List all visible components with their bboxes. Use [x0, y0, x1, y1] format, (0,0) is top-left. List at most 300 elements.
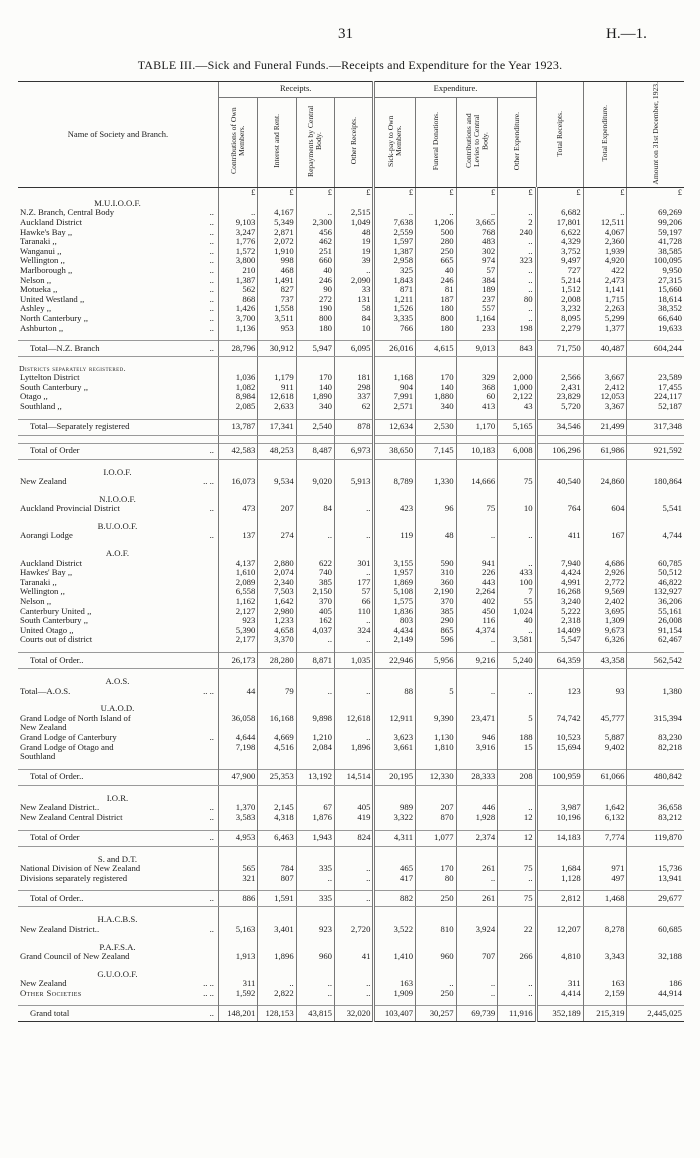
cell-value: 2 [498, 218, 536, 228]
table-row [18, 559, 684, 569]
cell-value: 7,940 [536, 559, 583, 569]
cell-value: 14,183 [536, 830, 583, 846]
cell-value: 25,353 [258, 769, 296, 785]
branch-name [18, 597, 218, 607]
leader-dots: .. [209, 237, 214, 247]
cell-value: 7,145 [416, 443, 457, 459]
cell-value: 162 [296, 616, 334, 626]
branch-label: Southland ,, [20, 401, 62, 411]
cell-value [335, 752, 374, 762]
cell-value: 325 [374, 266, 416, 276]
leader-dots: .. .. [203, 477, 214, 487]
cell-value: 224,117 [627, 392, 684, 402]
cell-value: 43,358 [583, 653, 627, 669]
cell-value: 5 [416, 687, 457, 697]
cell-value: 2,412 [583, 383, 627, 393]
cell-value: 62 [335, 402, 374, 412]
cell-value: 2,177 [218, 635, 257, 645]
table-row [18, 925, 684, 935]
cell-value: 132,927 [627, 587, 684, 597]
cell-value: 9,497 [536, 256, 583, 266]
branch-label: New Zealand District.. [20, 924, 100, 934]
grand-total-row [18, 1006, 684, 1022]
cell-value: 1,128 [536, 874, 583, 884]
cell-value: 66,640 [627, 314, 684, 324]
cell-value: 58 [335, 304, 374, 314]
cell-value: 75 [498, 864, 536, 874]
cell-value: 60 [456, 392, 498, 402]
branch-name [18, 504, 218, 514]
cell-value: 237 [456, 295, 498, 305]
cell-value: .. [456, 635, 498, 645]
cell-value: 921,592 [627, 443, 684, 459]
branch-name [18, 653, 218, 669]
cell-value: 27,315 [627, 276, 684, 286]
cell-value: 665 [416, 256, 457, 266]
cell-value: 19 [335, 237, 374, 247]
cell-value [258, 723, 296, 733]
branch-label: Nelson ,, [20, 275, 52, 285]
branch-name [18, 295, 218, 305]
branch-name [18, 752, 218, 762]
cell-value: 44 [218, 687, 257, 697]
cell-value: 23,589 [627, 373, 684, 383]
cell-value: 2,772 [583, 578, 627, 588]
leader-dots: .. [209, 1008, 214, 1019]
cell-value: 402 [456, 597, 498, 607]
branch-label: Otago ,, [20, 392, 48, 402]
cell-value: 48 [416, 531, 457, 541]
cell-value: 7 [498, 587, 536, 597]
cell-value: 2,822 [258, 989, 296, 999]
cell-value: 4,329 [536, 237, 583, 247]
cell-value: 604 [583, 504, 627, 514]
society-name: I.O.R. [106, 792, 129, 803]
cell-value: 250 [416, 247, 457, 257]
cell-value [218, 723, 257, 733]
cell-value: 62,467 [627, 635, 684, 645]
subgroup-name: Districts separately registered. [19, 364, 126, 374]
cell-value: 12,330 [416, 769, 457, 785]
row-spacer [18, 459, 684, 467]
table-row [18, 874, 684, 884]
branch-label: N.Z. Branch, Central Body [20, 208, 115, 218]
cell-value: 9,673 [583, 626, 627, 636]
cell-value: 75 [498, 891, 536, 907]
cell-value: 1,468 [583, 891, 627, 907]
cell-value: 4,615 [416, 341, 457, 357]
col-levies-header: Contributions and Levies to Central Body. [456, 97, 498, 188]
cell-value: 5,887 [583, 733, 627, 743]
cell-value [536, 723, 583, 733]
table-row [18, 568, 684, 578]
branch-label: Marlborough ,, [20, 265, 73, 275]
cell-value: 167 [583, 531, 627, 541]
cell-value: 91,154 [627, 626, 684, 636]
branch-label: Grand Lodge of North Island of [20, 713, 131, 723]
cell-value: 2,084 [296, 743, 334, 753]
cell-value: 12,634 [374, 419, 416, 435]
cell-value: .. [456, 874, 498, 884]
cell-value: 1,036 [218, 373, 257, 383]
cell-value: 79 [258, 687, 296, 697]
cell-value: 60,785 [627, 559, 684, 569]
cell-value: 2,279 [536, 324, 583, 334]
col-name-header: Name of Society and Branch. [18, 82, 218, 188]
cell-value: 497 [583, 874, 627, 884]
cell-value: 14,514 [335, 769, 374, 785]
cell-value: 4,810 [536, 952, 583, 962]
cell-value: 55,161 [627, 607, 684, 617]
cell-value: 480,842 [627, 769, 684, 785]
cell-value [218, 752, 257, 762]
cell-value: 96 [416, 504, 457, 514]
cell-value: 2,515 [335, 208, 374, 218]
branch-name [18, 635, 218, 645]
cell-value: 23,829 [536, 392, 583, 402]
row-spacer [18, 541, 684, 548]
branch-label: Auckland District [20, 558, 83, 568]
cell-value: 8,095 [536, 314, 583, 324]
cell-value: 251 [296, 247, 334, 257]
total-row [18, 341, 684, 357]
cell-value: 75 [456, 504, 498, 514]
cell-value: 10 [498, 504, 536, 514]
cell-value: .. [335, 504, 374, 514]
row-spacer [18, 669, 684, 677]
cell-value: 1,642 [583, 803, 627, 813]
cell-value: 198 [498, 324, 536, 334]
cell-value: 82,218 [627, 743, 684, 753]
cell-value: 1,880 [416, 392, 457, 402]
cell-value: 14,666 [456, 477, 498, 487]
cell-value: 116 [456, 616, 498, 626]
cell-value: 36,658 [627, 803, 684, 813]
cell-value: 119,870 [627, 830, 684, 846]
cell-value: 1,890 [296, 392, 334, 402]
cell-value: 2,149 [374, 635, 416, 645]
branch-label: Total of Order.. [30, 771, 84, 782]
cell-value: 9,390 [416, 714, 457, 724]
total-row [18, 830, 684, 846]
cell-value: 2,300 [296, 218, 334, 228]
cell-value: 274 [258, 531, 296, 541]
cell-value: .. [296, 979, 334, 989]
society-group-heading [18, 854, 684, 865]
leader-dots: .. [209, 313, 214, 323]
table-row [18, 607, 684, 617]
cell-value: 2,085 [218, 402, 257, 412]
table-row [18, 626, 684, 636]
cell-value: 7,198 [218, 743, 257, 753]
cell-value: 1,491 [258, 276, 296, 286]
cell-value: .. [498, 314, 536, 324]
branch-name [18, 743, 218, 753]
cell-value: 310 [416, 568, 457, 578]
cell-value: 3,987 [536, 803, 583, 813]
society-name: M.U.I.O.O.F. [94, 197, 141, 208]
cell-value: 803 [374, 616, 416, 626]
cell-value: 2,571 [374, 402, 416, 412]
cell-value: 3,370 [258, 635, 296, 645]
table-row [18, 752, 684, 762]
cell-value: 5,163 [218, 925, 257, 935]
cell-value: 740 [296, 568, 334, 578]
cell-value: .. [335, 635, 374, 645]
cell-value: 2,633 [258, 402, 296, 412]
cell-value: 2,880 [258, 559, 296, 569]
row-spacer [18, 412, 684, 420]
branch-label: Southland [20, 752, 56, 762]
leader-dots: .. [209, 445, 214, 456]
cell-value: 100,095 [627, 256, 684, 266]
cell-value: 1,592 [218, 989, 257, 999]
cell-value: 941 [456, 559, 498, 569]
society-name: I.O.O.F. [103, 466, 132, 477]
cell-value: 2,812 [536, 891, 583, 907]
cell-value: 3,700 [218, 314, 257, 324]
branch-name [18, 237, 218, 247]
total-row [18, 891, 684, 907]
cell-value: 923 [218, 616, 257, 626]
cell-value: 261 [456, 864, 498, 874]
row-spacer [18, 514, 684, 521]
branch-label: Ashburton ,, [20, 323, 64, 333]
col-interest-header: Interest and Rent. [258, 97, 296, 188]
cell-value: 8,278 [583, 925, 627, 935]
cell-value: 3,623 [374, 733, 416, 743]
cell-value: 1,387 [374, 247, 416, 257]
branch-name [18, 559, 218, 569]
cell-value: 16,073 [218, 477, 257, 487]
cell-value: 2,530 [416, 419, 457, 435]
cell-value: .. [498, 559, 536, 569]
cell-value: 2,340 [258, 578, 296, 588]
row-spacer [18, 785, 684, 793]
table-header [18, 82, 684, 188]
cell-value: 1,024 [498, 607, 536, 617]
cell-value: 1,377 [583, 324, 627, 334]
leader-dots: .. [209, 304, 214, 314]
cell-value: 417 [374, 874, 416, 884]
cell-value: 1,211 [374, 295, 416, 305]
table-row [18, 531, 684, 541]
cell-value: 9,534 [258, 477, 296, 487]
cell-value: 827 [258, 285, 296, 295]
cell-value: 368 [456, 383, 498, 393]
society-name: P.A.F.S.A. [99, 941, 136, 952]
cell-value: 42,583 [218, 443, 257, 459]
cell-value: 84 [335, 314, 374, 324]
cell-value: 1,210 [296, 733, 334, 743]
cell-value: 215,319 [583, 1006, 627, 1022]
leader-dots: .. [209, 218, 214, 227]
cell-value: .. [498, 247, 536, 257]
cell-value: 41 [335, 952, 374, 962]
cell-value: 989 [374, 803, 416, 813]
cell-value: 250 [416, 891, 457, 907]
branch-label: Total of Order [30, 445, 80, 456]
cell-value: 36,058 [218, 714, 257, 724]
cell-value: 2,980 [258, 607, 296, 617]
cell-value: 5,956 [416, 653, 457, 669]
cell-value: 3,924 [456, 925, 498, 935]
cell-value: 38,585 [627, 247, 684, 257]
table-row [18, 324, 684, 334]
cell-value: .. [456, 208, 498, 218]
cell-value [335, 723, 374, 733]
society-group-heading [18, 494, 684, 505]
cell-value: 3,667 [583, 373, 627, 383]
cell-value: 3,155 [374, 559, 416, 569]
cell-value: 40 [416, 266, 457, 276]
society-group-heading [18, 198, 684, 209]
cell-value: 1,206 [416, 218, 457, 228]
cell-value: .. [498, 687, 536, 697]
cell-value: 34,546 [536, 419, 583, 435]
branch-name [18, 723, 218, 733]
cell-value: 4,658 [258, 626, 296, 636]
cell-value: 60,685 [627, 925, 684, 935]
cell-value: 3,581 [498, 635, 536, 645]
cell-value: 1,610 [218, 568, 257, 578]
cell-value: 11,916 [498, 1006, 536, 1022]
cell-value: 2,926 [583, 568, 627, 578]
cell-value: 557 [456, 304, 498, 314]
col-sick-pay-header: Sick-pay to Own Members. [374, 97, 416, 188]
cell-value: 20,195 [374, 769, 416, 785]
cell-value: .. [498, 531, 536, 541]
cell-value: 443 [456, 578, 498, 588]
cell-value: 1,843 [374, 276, 416, 286]
cell-value [258, 752, 296, 762]
cell-value: 596 [416, 635, 457, 645]
row-spacer [18, 645, 684, 653]
cell-value: 10 [335, 324, 374, 334]
cell-value: 106,296 [536, 443, 583, 459]
society-name: S. and D.T. [97, 853, 138, 864]
cell-value: 280 [416, 237, 457, 247]
table-row [18, 743, 684, 753]
cell-value: .. [335, 531, 374, 541]
row-spacer [18, 487, 684, 494]
cell-value: 36,206 [627, 597, 684, 607]
expenditure-group-header: Expenditure. [374, 82, 536, 98]
cell-value: 3,401 [258, 925, 296, 935]
branch-name [18, 531, 218, 541]
subgroup-heading [18, 364, 684, 373]
cell-value: 2,360 [583, 237, 627, 247]
cell-value: 32,188 [627, 952, 684, 962]
branch-label: Other Societies [20, 988, 82, 998]
cell-value: 5,390 [218, 626, 257, 636]
cell-value: 123 [536, 687, 583, 697]
col-total-expenditure-header: Total Expenditure. [583, 82, 627, 188]
cell-value: 868 [218, 295, 257, 305]
leader-dots: .. [209, 504, 214, 514]
cell-value: 6,973 [335, 443, 374, 459]
cell-value: 272 [296, 295, 334, 305]
cell-value: .. [498, 266, 536, 276]
cell-value: 3,522 [374, 925, 416, 935]
cell-value: .. [583, 208, 627, 218]
cell-value: 4,669 [258, 733, 296, 743]
cell-value: 119 [374, 531, 416, 541]
cell-value: 385 [296, 578, 334, 588]
cell-value: 3,232 [536, 304, 583, 314]
cell-value [583, 723, 627, 733]
society-group-heading [18, 676, 684, 687]
cell-value: 23,471 [456, 714, 498, 724]
branch-name [18, 314, 218, 324]
cell-value: 810 [416, 925, 457, 935]
cell-value: 24,860 [583, 477, 627, 487]
cell-value: .. [374, 208, 416, 218]
cell-value: 52,187 [627, 402, 684, 412]
table-body [18, 188, 684, 1022]
cell-value: 766 [374, 324, 416, 334]
cell-value: 843 [498, 341, 536, 357]
cell-value: .. [335, 891, 374, 907]
cell-value: 1,141 [583, 285, 627, 295]
cell-value: .. [416, 208, 457, 218]
society-group-heading [18, 793, 684, 804]
cell-value: 48,253 [258, 443, 296, 459]
table-row [18, 803, 684, 813]
cell-value: 19,633 [627, 324, 684, 334]
cell-value: 177 [335, 578, 374, 588]
cell-value: 188 [498, 733, 536, 743]
branch-label: Wellington ,, [20, 256, 65, 266]
cell-value: 2,540 [296, 419, 334, 435]
table-row [18, 266, 684, 276]
cell-value: 317,348 [627, 419, 684, 435]
branch-name [18, 247, 218, 257]
total-row [18, 653, 684, 669]
branch-name [18, 952, 218, 962]
table-row [18, 228, 684, 238]
cell-value: 40,487 [583, 341, 627, 357]
cell-value: 8,984 [218, 392, 257, 402]
branch-name [18, 218, 218, 228]
cell-value: 208 [498, 769, 536, 785]
cell-value: .. [498, 989, 536, 999]
col-other-receipts-header: Other Receipts. [335, 97, 374, 188]
cell-value: 10,183 [456, 443, 498, 459]
branch-label: New Zealand [20, 979, 67, 989]
cell-value: 64,359 [536, 653, 583, 669]
cell-value: .. [456, 687, 498, 697]
cell-value: 2,318 [536, 616, 583, 626]
society-group-heading [18, 942, 684, 953]
cell-value: 1,164 [456, 314, 498, 324]
cell-value: 1,233 [258, 616, 296, 626]
cell-value [456, 752, 498, 762]
leader-dots: .. [209, 732, 214, 742]
col-funeral-header: Funeral Donations. [416, 97, 457, 188]
cell-value: 21,499 [583, 419, 627, 435]
table-row [18, 208, 684, 218]
cell-value: 707 [456, 952, 498, 962]
cell-value: 7,503 [258, 587, 296, 597]
branch-label: Total of Order [30, 832, 80, 843]
cell-value: 61,066 [583, 769, 627, 785]
cell-value: 1,869 [374, 578, 416, 588]
cell-value: 67 [296, 803, 334, 813]
cell-value: 3,511 [258, 314, 296, 324]
cell-value: .. [296, 208, 334, 218]
cell-value: 90 [296, 285, 334, 295]
